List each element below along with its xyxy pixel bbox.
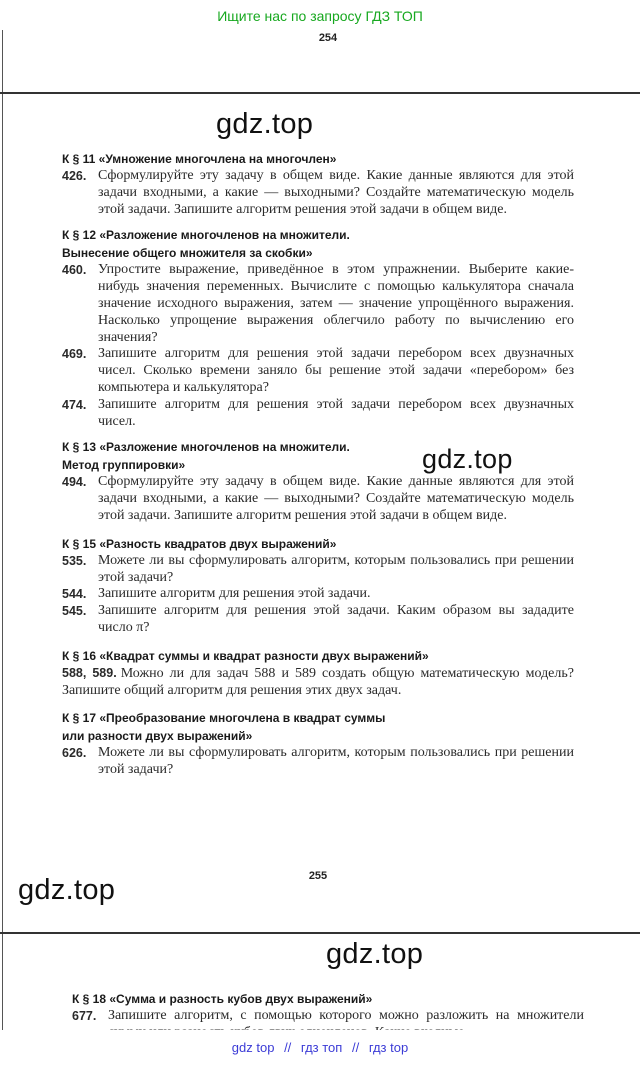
section-heading: К § 17 «Преобразование многочлена в квадрат суммы bbox=[62, 711, 386, 726]
page-left-border bbox=[2, 94, 3, 932]
page-divider bbox=[0, 92, 640, 94]
exercise-text: Запишите алгоритм для решения этой задачи перебором всех двузначных чисел. Сколько времени заняло бы решение этой задачи «перебором» без компьютера и калькулятора? bbox=[98, 346, 574, 395]
exercise-item bbox=[62, 346, 574, 396]
exercise-text: Запишите алгоритм, с помощью которого можно разложить на множители bbox=[108, 1008, 584, 1023]
watermark: gdz.top bbox=[422, 444, 513, 474]
page-content bbox=[62, 150, 574, 779]
exercise-text: Запишите алгоритм для решения этой задачи перебором всех двузначных чисел. bbox=[98, 396, 574, 429]
footer-link[interactable]: гдз top bbox=[368, 1040, 409, 1055]
page-number: 254 bbox=[318, 32, 338, 44]
section-heading: К § 16 «Квадрат суммы и квадрат разности двух выражений» bbox=[62, 648, 429, 663]
exercise-number: 474. bbox=[62, 397, 87, 412]
exercise-number: 494. bbox=[62, 475, 87, 490]
exercise-text: Запишите алгоритм для решения этой задачи. Каким образом вы зададите число π? bbox=[98, 603, 574, 635]
section-heading: К § 13 «Разложение многочленов на множители. bbox=[62, 440, 350, 455]
exercise-number: 535. bbox=[62, 553, 87, 568]
exercise-text: Можете ли вы сформулировать алгоритм, которым пользовались при решении этой задачи? bbox=[98, 552, 574, 585]
exercise-text: Сформулируйте эту задачу в общем виде. Какие данные являются для этой задачи входными, а какие — выходными? Создайте математическую модель этой задачи. Запишите алгоритм решения этой задачи в общем виде. bbox=[98, 168, 574, 217]
exercise-text: Сформулируйте эту задачу в общем виде. Какие данные являются для этой задачи входными, а какие — выходными? Создайте математическую модель этой задачи. Запишите алгоритм решения этой задачи в общем виде. bbox=[98, 474, 574, 523]
exercise-item bbox=[62, 745, 574, 779]
exercise-number: 426. bbox=[62, 169, 87, 183]
section-heading-cont: Вынесение общего множителя за скобки» bbox=[62, 246, 313, 261]
section-heading: К § 12 «Разложение многочленов на множители. bbox=[62, 228, 350, 243]
page-divider bbox=[0, 932, 640, 934]
exercise-item bbox=[62, 168, 574, 218]
section-heading: К § 15 «Разность квадратов двух выражений» bbox=[62, 536, 337, 551]
exercise-number: 588, 589. bbox=[62, 665, 117, 680]
exercise-text: Можете ли вы сформулировать алгоритм, которым пользовались при решении этой задачи? bbox=[98, 745, 574, 778]
exercise-item bbox=[62, 553, 574, 587]
section-heading: К § 18 «Сумма и разность кубов двух выражений» bbox=[72, 992, 373, 1006]
exercise-item bbox=[62, 474, 574, 524]
exercise-item bbox=[62, 397, 574, 431]
watermark: gdz.top bbox=[326, 938, 424, 970]
page-number: 255 bbox=[308, 870, 328, 882]
exercise-text: Упростите выражение, приведённое в этом упражнении. Выберите какие-нибудь значения переменных. Вычислите с помощью калькулятора сначала значение исходного выражения, затем — значение упрощённого выражения. Насколько упрощение выражения облегчило работу по вычислению его значения? bbox=[98, 262, 574, 345]
exercise-number: 469. bbox=[62, 347, 87, 362]
exercise-number: 677. bbox=[72, 1009, 97, 1023]
watermark: gdz.top bbox=[18, 874, 116, 906]
exercise-item bbox=[62, 586, 574, 603]
exercise-number: 544. bbox=[62, 587, 87, 602]
section-heading: К § 11 «Умножение многочлена на многочлен» bbox=[62, 152, 337, 166]
watermark: gdz.top bbox=[216, 108, 314, 140]
exercise-number: 545. bbox=[62, 604, 87, 619]
exercise-item bbox=[62, 665, 574, 700]
page-left-border bbox=[2, 30, 3, 92]
exercise-item bbox=[62, 262, 574, 346]
exercise-text: Запишите алгоритм для решения этой задачи. bbox=[98, 586, 371, 602]
footer-link[interactable]: гдз топ bbox=[300, 1040, 343, 1055]
footer-links bbox=[0, 1040, 640, 1055]
footer-separator: // bbox=[284, 1040, 292, 1055]
footer-separator: // bbox=[351, 1040, 360, 1055]
exercise-number: 460. bbox=[62, 263, 87, 278]
page-left-border bbox=[2, 934, 3, 1034]
exercise-item bbox=[62, 603, 574, 637]
exercise-text: Можно ли для задач 588 и 589 создать общую математическую модель? Запишите общий алгоритм для решения этих двух задач. bbox=[62, 665, 574, 698]
exercise-number: 626. bbox=[62, 746, 87, 761]
search-hint-banner: Ищите нас по запросу ГДЗ ТОП bbox=[217, 8, 423, 24]
footer-link[interactable]: gdz top bbox=[231, 1040, 275, 1055]
section-heading-cont: Метод группировки» bbox=[62, 458, 186, 473]
section-heading-cont: или разности двух выражений» bbox=[62, 729, 253, 744]
